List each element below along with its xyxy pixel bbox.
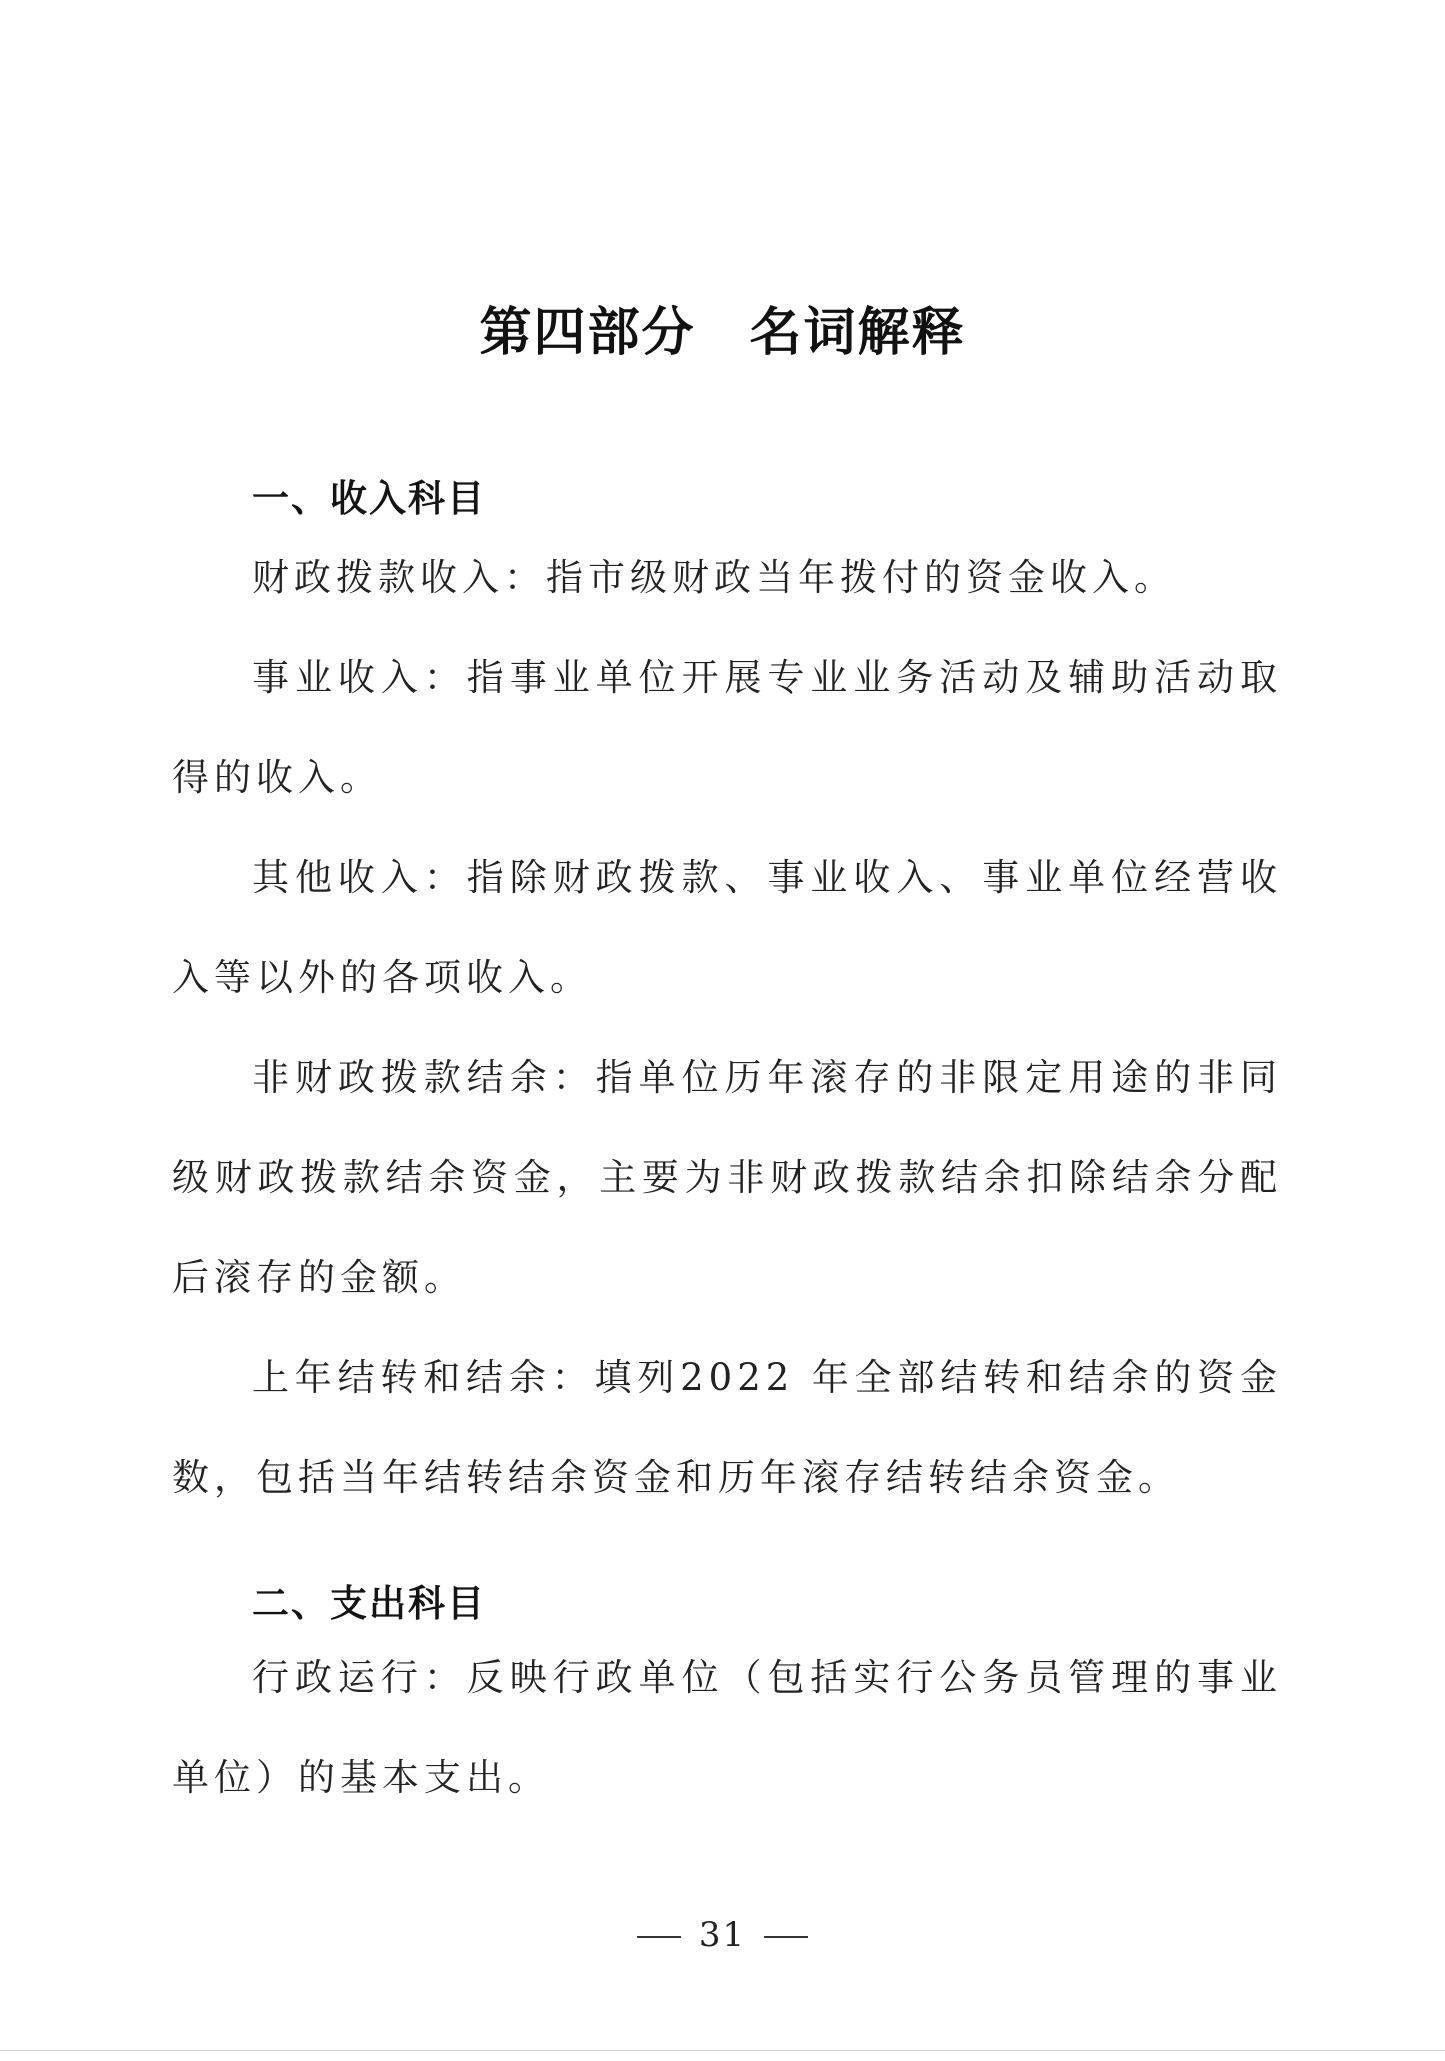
paragraph-administrative-operation: 行政运行：反映行政单位（包括实行公务员管理的事业单位）的基本支出。	[172, 1656, 1282, 1799]
footer-dash-right	[764, 1936, 808, 1938]
section-heading-expenditure: 二、支出科目	[252, 1582, 486, 1625]
section-heading-income: 一、收入科目	[252, 477, 486, 520]
page-footer	[0, 1915, 1445, 1955]
paragraph-business-income: 事业收入：指事业单位开展专业业务活动及辅助活动取得的收入。	[172, 656, 1282, 799]
page-title: 第四部分 名词解释	[479, 303, 966, 363]
bottom-rule	[0, 2050, 1445, 2051]
paragraph-fiscal-appropriation-income: 财政拨款收入：指市级财政当年拨付的资金收入。	[252, 556, 1176, 599]
page-number: 31	[698, 1915, 747, 1955]
paragraph-other-income: 其他收入：指除财政拨款、事业收入、事业单位经营收入等以外的各项收入。	[172, 856, 1282, 999]
paragraph-non-fiscal-balance: 非财政拨款结余：指单位历年滚存的非限定用途的非同级财政拨款结余资金，主要为非财政拨款结余扣除结余分配后滚存的金额。	[172, 1056, 1282, 1299]
paragraph-carryover-balance: 上年结转和结余：填列2022 年全部结转和结余的资金数，包括当年结转结余资金和历年滚存结转结余资金。	[172, 1356, 1282, 1499]
footer-dash-left	[637, 1936, 681, 1938]
